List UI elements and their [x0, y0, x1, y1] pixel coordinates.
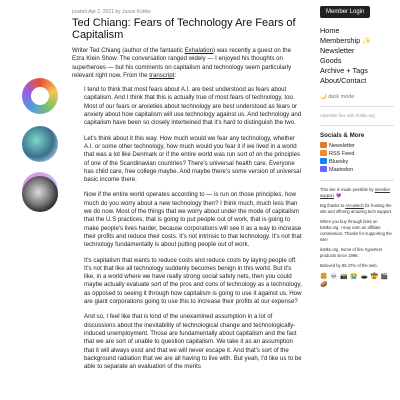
monochrome-icon[interactable] [22, 176, 58, 212]
nav-archive[interactable]: Archive + Tags [320, 66, 368, 75]
beloved-text: Beloved by 86.47% of the web. [320, 263, 378, 268]
main-nav [320, 26, 396, 86]
dark-mode-toggle[interactable]: 🌙 dark mode [320, 94, 355, 100]
social-newsletter[interactable]: Newsletter [320, 142, 396, 150]
left-rail [0, 0, 62, 400]
post-title[interactable]: Ted Chiang: Fears of Technology Are Fears of Capitalism [72, 17, 296, 41]
nav-goods[interactable]: Goods [320, 56, 342, 65]
quote-paragraph: And so, I feel like that is kind of the unexamined assumption in a lot of discussions about the inevitability of technological change and technologically-induced unemployment. Those are fundamentally about capitalism and the fact that we are sort of unable to question capitalism. We take it as an assumption that it will always exist and that we will never escape it. And that's sort of the background radiation that we are all having to live with. But yeah, I'd like us to be able to separate an evaluation of the merits [84, 313, 302, 371]
social-mastodon[interactable]: Mastodon [320, 166, 396, 174]
hosting-thanks: Big thanks to Arcustech for hosting the site and offering amazing tech support. [320, 203, 393, 214]
site-tagline: kottke.org. home of fine hypertext products since 1998. [320, 247, 383, 258]
nav-membership[interactable]: Membership ✨ [320, 36, 372, 45]
quote-paragraph: Let's think about it this way. How much would we fear any technology, whether A.I. or some other technology, how much would you fear it if we lived in a world that was a lot like Denmark or if the entire world was run sort of on the principles of one of the Scandinavian countries? There's universal health care. Everyone has child care, free college maybe. And maybe there's some version of universal basic income there. [84, 134, 301, 184]
sidebar [320, 0, 396, 400]
member-login-button[interactable]: Member Login [320, 6, 370, 18]
newsletter-icon [320, 142, 327, 148]
blockquote [84, 86, 302, 371]
arcustech-link[interactable]: Arcustech [345, 203, 364, 208]
mastodon-icon [320, 166, 327, 172]
social-rss[interactable]: RSS Feed [320, 150, 396, 158]
nav-about[interactable]: About/Contact [320, 76, 367, 85]
rss-icon [320, 150, 327, 156]
member-support-text: This site is made possible by member support. 💜 [320, 187, 391, 198]
quote-paragraph: It's capitalism that wants to reduce costs and reduce costs by laying people off. It's not that like all technology suddenly becomes benign in this world. But it's like, in a world where we have really strong social safety nets, then you could maybe actually evaluate sort of the pros and cons of technology as a technology, as opposed to seeing it through how capitalism is going to use it against us. How are giant corporations going to use this to increase their profits at our expense? [84, 256, 302, 306]
social-bluesky[interactable]: Bluesky [320, 158, 396, 166]
divider [320, 106, 394, 107]
member-support-link[interactable]: member support [320, 187, 391, 198]
socials-heading: Socials & More [320, 132, 365, 139]
affiliate-note: When you buy through links on kottke.org, I may earn an affiliate commission. Thanks for supporting the site! [320, 219, 392, 242]
exhalation-link[interactable]: Exhalation [184, 47, 214, 54]
nav-newsletter[interactable]: Newsletter [320, 46, 355, 55]
article [72, 0, 302, 400]
quote-paragraph: I tend to think that most fears about A.I. are best understood as fears about capitalism. And I think that this is actually true of most fears of technology, too. Most of our fears or anxieties about technology are best understood as fears or anxiety about how capitalism will use technology against us. And technology and capitalism have been so closely intertwined that it's hard to distinguish the two. [84, 86, 302, 127]
swirl-icon[interactable] [22, 126, 58, 162]
post-intro: Writer Ted Chiang (author of the fantastic Exhalation) was recently a guest on the Ezra Klein Show. The conversation ranged widely — I enjoyed his thoughts on superheroes — but his comments on capitalism and technology seem particularly relevant right now. From the transcript: [72, 47, 292, 79]
transcript-link[interactable]: transcript [149, 71, 175, 79]
ad-free-text[interactable]: Advertise free with Kottke.org [320, 113, 375, 118]
nav-home[interactable]: Home [320, 26, 340, 35]
post-meta: posted Apr 2, 2021 by Jason Kottke [72, 9, 151, 15]
divider [320, 180, 394, 181]
quote-paragraph: Now if the entire world operates according to — is run on those principles, how much do you worry about a new technology then? I think much, much less than we do now. Most of the things that we worry about under the mode of capitalism that the U.S practices, that is going to put people out of work, that is going to make people's lives harder, because corporations will see it as a way to increase their profits and reduce their costs. It's not intrinsic to that technology. It's not that technology fundamentally is about putting people out of work. [84, 191, 302, 249]
divider [320, 125, 394, 126]
emoji-row: 🍔 💀 📸 😭 🕳️ 🤠 🎬 🥔 [320, 274, 389, 288]
badge-icon[interactable] [22, 78, 58, 114]
bluesky-icon [320, 158, 327, 164]
